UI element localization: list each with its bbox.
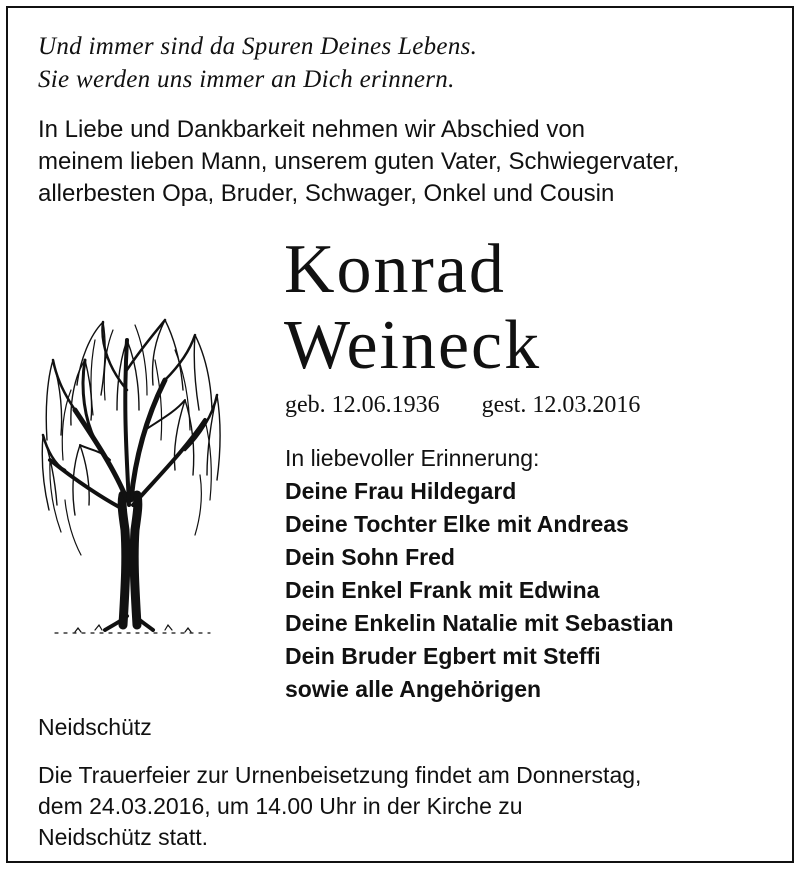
mourner-entry: Deine Frau Hildegard	[285, 478, 517, 504]
mourner-entry: Deine Tochter Elke mit Andreas	[285, 511, 629, 537]
deceased-first-name: Konrad	[284, 231, 506, 308]
mourner-entry: Dein Bruder Egbert mit Steffi	[285, 643, 601, 669]
ceremony-line: Neidschütz statt.	[38, 824, 209, 850]
place-name: Neidschütz	[38, 714, 152, 740]
weeping-tree-icon	[35, 300, 225, 635]
motto-verse	[38, 30, 778, 96]
mourner-entry: Dein Sohn Fred	[285, 544, 455, 570]
birth-date: geb. 12.06.1936	[285, 392, 440, 418]
memory-label: In liebevoller Erinnerung:	[285, 445, 540, 471]
mourner-entry: sowie alle Angehörigen	[285, 676, 542, 702]
mourner-entry: Deine Enkelin Natalie mit Sebastian	[285, 610, 674, 636]
intro-line: allerbesten Opa, Bruder, Schwager, Onkel und Cousin	[38, 180, 615, 207]
intro-line: meinem lieben Mann, unserem guten Vater, Schwiegervater,	[38, 148, 680, 175]
ceremony-line: Die Trauerfeier zur Urnenbeisetzung findet am Donnerstag,	[38, 762, 642, 788]
mourner-entry: Dein Enkel Frank mit Edwina	[285, 577, 600, 603]
motto-line: Sie werden uns immer an Dich erinnern.	[38, 66, 455, 93]
intro-line: In Liebe und Dankbarkeit nehmen wir Abschied von	[38, 116, 586, 143]
death-date: gest. 12.03.2016	[481, 392, 641, 418]
deceased-name	[284, 232, 541, 384]
motto-line: Und immer sind da Spuren Deines Lebens.	[38, 33, 478, 60]
ceremony-line: dem 24.03.2016, um 14.00 Uhr in der Kirche zu	[38, 793, 523, 819]
ceremony-notice	[38, 760, 778, 853]
deceased-last-name: Weineck	[284, 307, 542, 384]
farewell-intro	[38, 114, 778, 210]
life-dates	[285, 390, 640, 420]
mourners-list	[285, 475, 674, 706]
